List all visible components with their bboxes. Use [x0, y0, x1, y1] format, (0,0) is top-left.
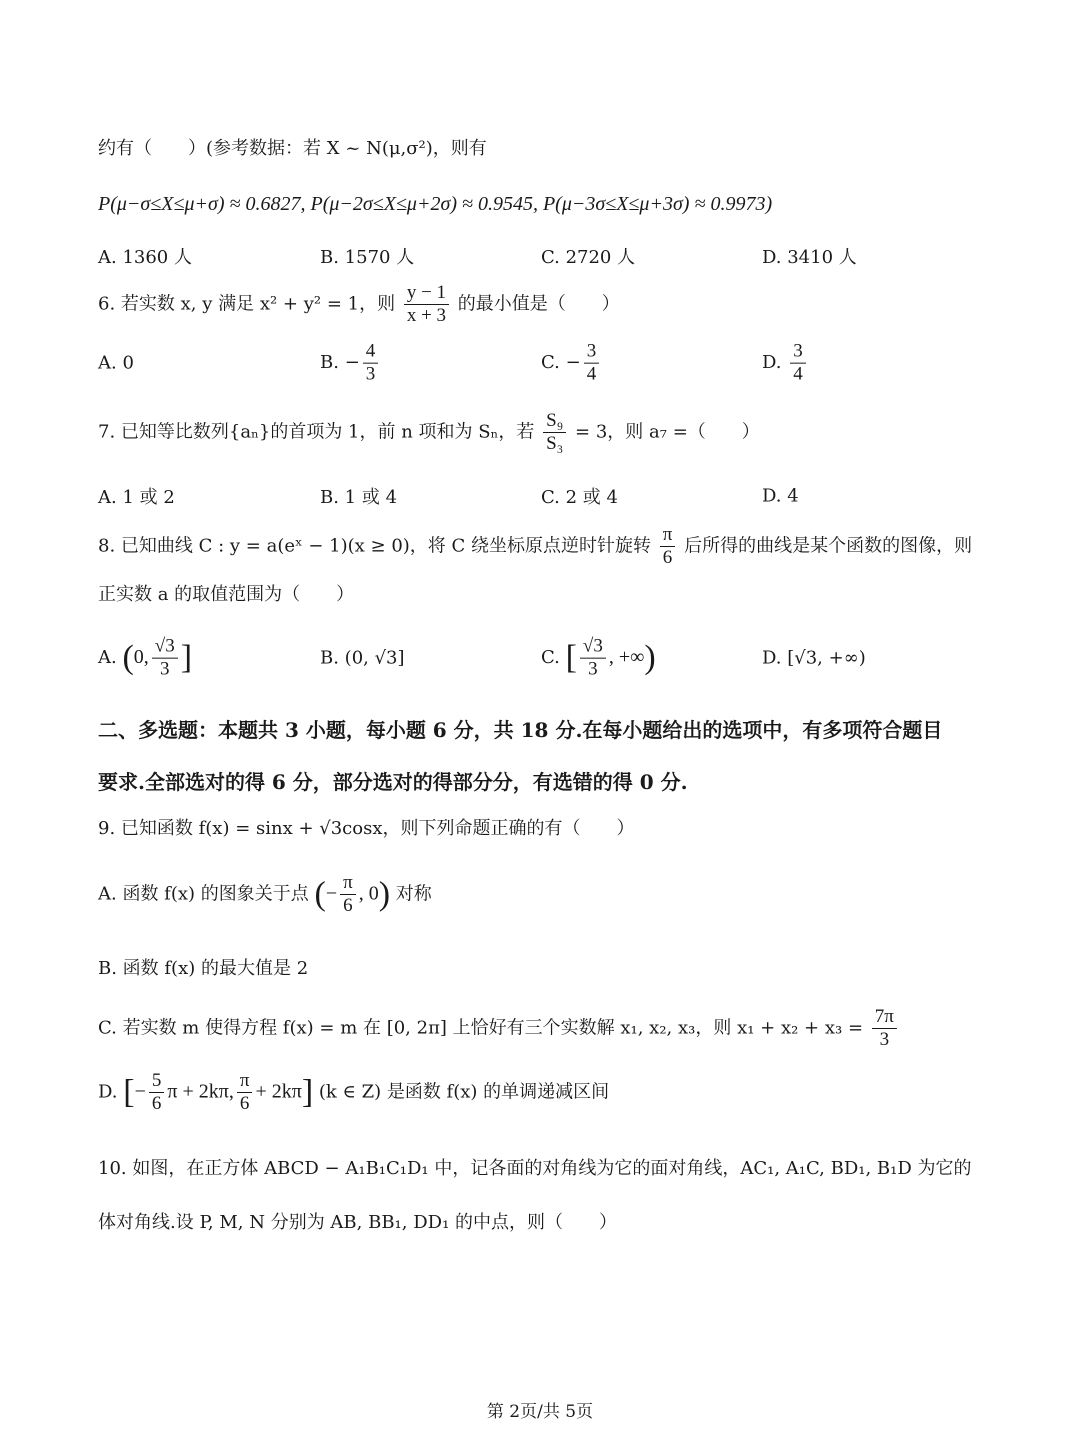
- q6-option-c-sign: −: [565, 352, 581, 373]
- q5-option-a[interactable]: A. 1360 人: [98, 247, 192, 268]
- q9-option-a[interactable]: [98, 872, 1020, 917]
- q9-option-d-label: D.: [98, 1081, 118, 1103]
- q9-option-d-tail: + 2kπ: [255, 1080, 302, 1103]
- q6-option-d[interactable]: [762, 341, 809, 386]
- q5-line2: P(μ−σ≤X≤μ+σ) ≈ 0.6827, P(μ−2σ≤X≤μ+2σ) ≈ 0.9545, P(μ−3σ≤X≤μ+3σ) ≈ 0.9973): [98, 193, 773, 215]
- q9-option-d-text: (k ∈ Z) 是函数 f(x) 的单调递减区间: [318, 1081, 610, 1103]
- q9-option-d-bracket-right: ]: [301, 1073, 314, 1111]
- q9-option-c-frac: [872, 1006, 897, 1051]
- q9-option-a-minus: −: [325, 882, 338, 905]
- q6-option-d-num: 3: [790, 341, 806, 364]
- q8-option-c-frac: [580, 636, 606, 681]
- section2-line1: 二、多选题：本题共 3 小题，每小题 6 分，共 18 分.在每小题给出的选项中，有多项符合题目: [98, 718, 943, 742]
- q8-option-c-paren-left: [: [565, 639, 577, 676]
- q9-option-d-mid: π + 2kπ,: [167, 1080, 234, 1103]
- q5-options: [98, 226, 1020, 286]
- q9-stem: 9. 已知函数 f(x) = sinx + √3cosx，则下列命题正确的有（ ）: [98, 818, 635, 839]
- q8-option-a[interactable]: [98, 636, 192, 681]
- q8-option-a-paren-right: ]: [180, 639, 193, 676]
- q6-fraction: [404, 282, 449, 327]
- section2-line2: 要求.全部选对的得 6 分，部分选对的得部分分，有选错的得 0 分.: [98, 770, 688, 794]
- q10-line1: 10. 如图，在正方体 ABCD − A₁B₁C₁D₁ 中，记各面的对角线为它的面对角线，AC₁, A₁C, BD₁, B₁D 为它的: [98, 1158, 972, 1179]
- q8-stem-b: 后所得的曲线是某个函数的图像，则: [684, 535, 973, 557]
- q8-option-a-frac: [152, 636, 178, 681]
- q8-option-c[interactable]: [541, 636, 656, 681]
- q9-option-d-den2: 6: [239, 1092, 250, 1114]
- q6-option-b-frac: [363, 341, 379, 386]
- page-footer: 第 2页/共 5页: [486, 1402, 594, 1422]
- q7-option-a[interactable]: A. 1 或 2: [98, 487, 175, 508]
- q6-option-d-den: 4: [793, 363, 803, 385]
- q6-stem: [98, 282, 1020, 327]
- q9-option-c-den: 3: [879, 1028, 890, 1050]
- q7-fraction: [543, 410, 566, 455]
- q9-option-c[interactable]: [98, 1006, 1020, 1051]
- q7-option-c[interactable]: C. 2 或 4: [541, 487, 618, 508]
- q9-option-d-frac2: [237, 1070, 253, 1115]
- q9-option-d-den1: 6: [151, 1092, 162, 1114]
- q7-stem: [98, 410, 1020, 455]
- q5-option-c[interactable]: C. 2720 人: [541, 247, 636, 268]
- q6-option-c-num: 3: [584, 341, 600, 364]
- q6-stem-b: 的最小值是（ ）: [457, 293, 620, 315]
- q7-options: [98, 466, 1020, 526]
- q7-stem-b: = 3，则 a₇ =（ ）: [575, 421, 760, 443]
- q6-option-b[interactable]: [320, 341, 381, 386]
- q6-option-c-label: C.: [541, 352, 560, 373]
- q9-option-a-frac: [340, 872, 356, 917]
- q9-option-a-zero: , 0: [358, 882, 379, 905]
- q9-option-a-paren-left: (: [314, 875, 326, 913]
- q9-option-b[interactable]: B. 函数 f(x) 的最大值是 2: [98, 958, 309, 979]
- q8-option-b[interactable]: B. (0, √3]: [320, 647, 405, 669]
- q6-option-b-num: 4: [363, 341, 379, 364]
- q8-option-c-paren-right: ): [644, 639, 656, 676]
- q9-option-d-bracket-left: [: [123, 1073, 135, 1111]
- q8-options: [98, 628, 1020, 688]
- q8-fraction: [660, 524, 676, 569]
- q5-line1: 约有（ ）(参考数据：若 X ~ N(μ,σ²)，则有: [98, 138, 487, 159]
- q9-option-d-minus: −: [134, 1080, 146, 1103]
- q7-frac-den: S₃: [546, 432, 564, 454]
- q5-option-b[interactable]: B. 1570 人: [320, 247, 415, 268]
- q6-options: [98, 333, 1020, 393]
- q8-option-d[interactable]: D. [√3, +∞): [762, 647, 866, 669]
- q8-option-a-den: 3: [160, 658, 170, 680]
- q9-option-a-num: π: [340, 872, 356, 895]
- q7-frac-num: S₉: [543, 410, 566, 433]
- q9-option-d-num1: 5: [149, 1070, 165, 1093]
- q6-option-b-den: 3: [365, 363, 376, 385]
- q6-stem-a: 6. 若实数 x, y 满足 x² + y² = 1，则: [98, 293, 396, 315]
- q9-option-d-num2: π: [237, 1070, 253, 1093]
- q6-option-d-label: D.: [762, 352, 782, 373]
- q6-option-d-frac: [790, 341, 806, 386]
- q7-stem-a: 7. 已知等比数列{aₙ}的首项为 1，前 n 项和为 Sₙ，若: [98, 421, 535, 443]
- q10-line2: 体对角线.设 P, M, N 分别为 AB, BB₁, DD₁ 的中点，则（ ）: [98, 1212, 618, 1233]
- q6-option-b-label: B.: [320, 352, 339, 373]
- q6-option-a[interactable]: A. 0: [98, 352, 134, 374]
- q8-stem: [98, 524, 1020, 569]
- q7-option-d[interactable]: D. 4: [762, 485, 799, 507]
- q9-option-c-text: C. 若实数 m 使得方程 f(x) = m 在 [0, 2π] 上恰好有三个实数解 x₁, x₂, x₃，则 x₁ + x₂ + x₃ =: [98, 1017, 864, 1039]
- q8-option-c-den: 3: [588, 658, 598, 680]
- q6-option-c[interactable]: [541, 341, 602, 386]
- q8-option-c-label: C.: [541, 647, 560, 668]
- q8-option-a-label: A.: [98, 647, 117, 668]
- q8-option-a-paren-left: (: [122, 639, 134, 676]
- q8-option-c-post: , +∞: [608, 646, 645, 668]
- q9-option-a-text: A. 函数 f(x) 的图象关于点: [98, 883, 309, 905]
- q8-stem-a: 8. 已知曲线 C : y = a(eˣ − 1)(x ≥ 0)，将 C 绕坐标原点逆时针旋转: [98, 535, 652, 557]
- q7-option-b[interactable]: B. 1 或 4: [320, 487, 398, 508]
- q8-option-c-num: √3: [580, 636, 606, 659]
- q6-frac-num: y − 1: [404, 282, 449, 305]
- q5-option-d[interactable]: D. 3410 人: [762, 247, 857, 268]
- q8-frac-num: π: [660, 524, 676, 547]
- q9-option-c-num: 7π: [872, 1006, 897, 1029]
- q6-option-c-den: 4: [586, 363, 597, 385]
- q6-option-b-sign: −: [344, 352, 360, 373]
- q6-option-c-frac: [584, 341, 600, 386]
- q8-frac-den: 6: [662, 546, 673, 568]
- q9-option-a-paren-right: ): [378, 875, 391, 913]
- q6-frac-den: x + 3: [406, 304, 447, 326]
- q8-line2: 正实数 a 的取值范围为（ ）: [98, 584, 355, 605]
- q9-option-d[interactable]: [98, 1070, 1020, 1115]
- q9-option-a-tail: 对称: [395, 883, 432, 905]
- q8-option-a-num: √3: [152, 636, 178, 659]
- q9-option-d-frac1: [149, 1070, 165, 1115]
- q9-option-a-den: 6: [343, 894, 353, 916]
- q8-option-a-pre: 0,: [133, 646, 149, 668]
